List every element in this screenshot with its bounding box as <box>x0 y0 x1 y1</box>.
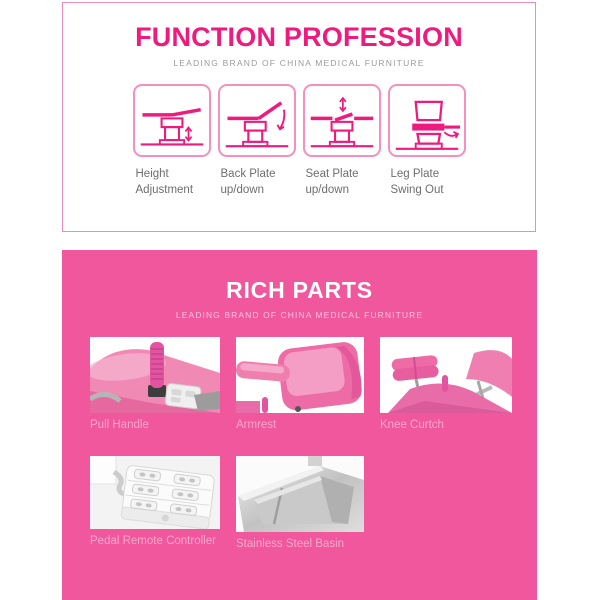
feature-label-line2: Swing Out <box>390 184 444 197</box>
knee-curtch-photo <box>380 337 512 413</box>
part-label: Armrest <box>236 419 277 431</box>
leg-plate-icon <box>388 84 466 157</box>
seat-plate-icon <box>303 84 381 157</box>
part-label: Pedal Remote Controller <box>90 534 216 547</box>
feature-height-adjustment <box>133 84 211 198</box>
function-section-subtitle: LEADING BRAND OF CHINA MEDICAL FURNITURE <box>173 58 425 68</box>
part-armrest <box>236 337 364 433</box>
back-plate-icon <box>218 84 296 157</box>
feature-label-line2: up/down <box>305 184 349 197</box>
feature-label-line1: Back Plate <box>220 168 276 180</box>
part-label: Stainless Steel Basin <box>236 537 345 550</box>
parts-section-subtitle: LEADING BRAND OF CHINA MEDICAL FURNITURE <box>175 310 424 320</box>
feature-label <box>218 166 296 198</box>
feature-label-line2: up/down <box>220 184 264 197</box>
feature-label-line2: Adjustment <box>135 184 194 197</box>
function-section-title: FUNCTION PROFESSION <box>135 22 463 52</box>
parts-row-1 <box>90 337 537 433</box>
feature-back-plate <box>218 84 296 198</box>
feature-label-line1: Height <box>135 168 169 180</box>
pedal-remote-controller-photo <box>90 456 220 529</box>
feature-leg-plate <box>388 84 466 198</box>
rich-parts-panel <box>62 250 537 600</box>
armrest-photo <box>236 337 364 413</box>
part-label: Pull Handle <box>90 419 149 431</box>
stainless-steel-basin-photo <box>236 456 364 532</box>
function-profession-panel <box>62 2 536 232</box>
part-pull-handle <box>90 337 220 433</box>
feature-label-line1: Leg Plate <box>390 168 440 180</box>
part-knee-curtch <box>380 337 512 433</box>
feature-seat-plate <box>303 84 381 198</box>
part-stainless-steel-basin <box>236 456 364 552</box>
parts-row-2 <box>90 456 537 552</box>
feature-label-line1: Seat Plate <box>305 168 359 180</box>
parts-section-title: RICH PARTS <box>226 277 373 303</box>
feature-label <box>303 166 381 198</box>
pull-handle-photo <box>90 337 220 413</box>
feature-label <box>388 166 466 198</box>
part-pedal-remote-controller <box>90 456 220 552</box>
feature-label <box>133 166 211 198</box>
height-adjustment-icon <box>133 84 211 157</box>
feature-row <box>63 84 535 198</box>
part-label: Knee Curtch <box>380 419 444 431</box>
